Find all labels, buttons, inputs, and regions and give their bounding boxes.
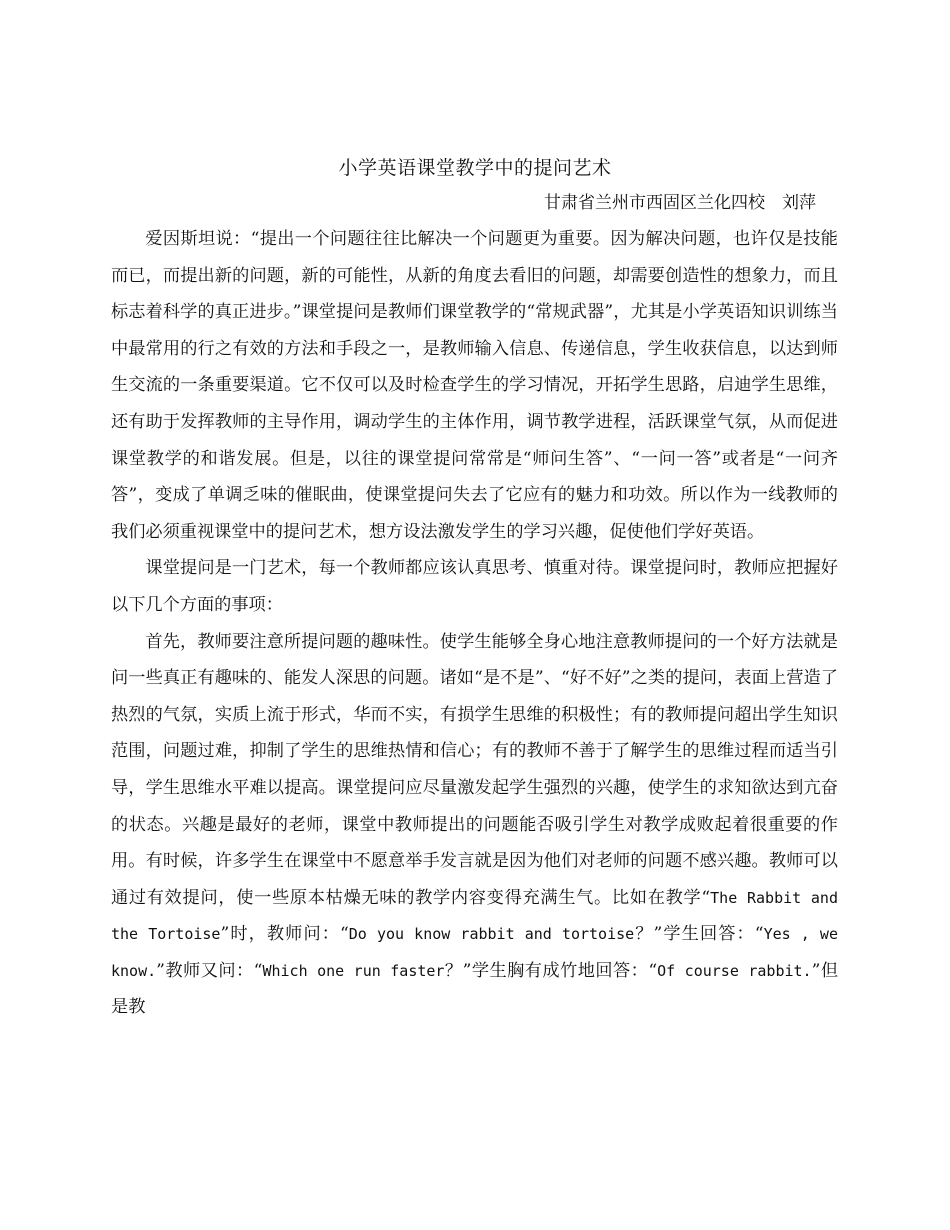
paragraph: 课堂提问是一门艺术，每一个教师都应该认真思考、慎重对待。课堂提问时，教师应把握好以下几个方面的事项： xyxy=(111,558,838,615)
author-line: 甘肃省兰州市西固区兰化四校 刘萍 xyxy=(544,193,816,213)
english-text: Which one run faster xyxy=(262,961,445,980)
paragraph: 首先，教师要注意所提问题的趣味性。使学生能够全身心地注意教师提问的一个好方法就是问一些真正有趣味的、能发人深思的问题。诸如“是不是”、“好不好”之类的提问，表面上营造了热烈的气氛，实质上流于形式，华而不实，有损学生思维的积极性；有的教师提问超出学生知识范围，问题过难，抑制了学生的思维热情和信心；有的教师不善于了解学生的思维过程而适当引导，学生思维水平难以提高。课堂提问应尽量激发起学生强烈的兴趣，使学生的求知欲达到亢奋的状态。兴趣是最好的老师，课堂中教师提出的问题能否吸引学生对教学成败起着很重要的作用。有时候，许多学生在课堂中不愿意举手发言就是因为他们对老师的问题不感兴趣。教师可以通过有效提问，使一些原本枯燥无味的教学内容变得充满生气。比如在教学“The Rabbit and the Tortoise”时，教师问：“Do you know rabbit and tortoise？”学生回答：“Yes , we know.”教师又问：“Which one run faster？”学生胸有成竹地回答：“Of course rabbit.”但是教 xyxy=(111,631,839,1018)
document-body xyxy=(111,221,838,1026)
paragraph: 爱因斯坦说：“提出一个问题往往比解决一个问题更为重要。因为解决问题，也许仅是技能而已，而提出新的问题，新的可能性，从新的角度去看旧的问题，却需要创造性的想象力，而且标志着科学的真正进步。”课堂提问是教师们课堂教学的“常规武器”，尤其是小学英语知识训练当中最常用的行之有效的方法和手段之一，是教师输入信息、传递信息，学生收获信息，以达到师生交流的一条重要渠道。它不仅可以及时检查学生的学习情况，开拓学生思路，启迪学生思维，还有助于发挥教师的主导作用，调动学生的主体作用，调节教学进程，活跃课堂气氛，从而促进课堂教学的和谐发展。但是，以往的课堂提问常常是“师问生答”、“一问一答”或者是“一问齐答”，变成了单调乏味的催眠曲，使课堂提问失去了它应有的魅力和功效。所以作为一线教师的我们必须重视课堂中的提问艺术，想方设法激发学生的学习兴趣，促使他们学好英语。 xyxy=(111,229,838,542)
english-text: The Rabbit and the Tortoise xyxy=(111,888,838,944)
english-text: Of course rabbit. xyxy=(657,961,812,980)
document-title: 小学英语课堂教学中的提问艺术 xyxy=(338,157,612,179)
english-text: Do you know rabbit and tortoise xyxy=(348,925,635,944)
english-text: Yes , we know. xyxy=(111,925,838,980)
